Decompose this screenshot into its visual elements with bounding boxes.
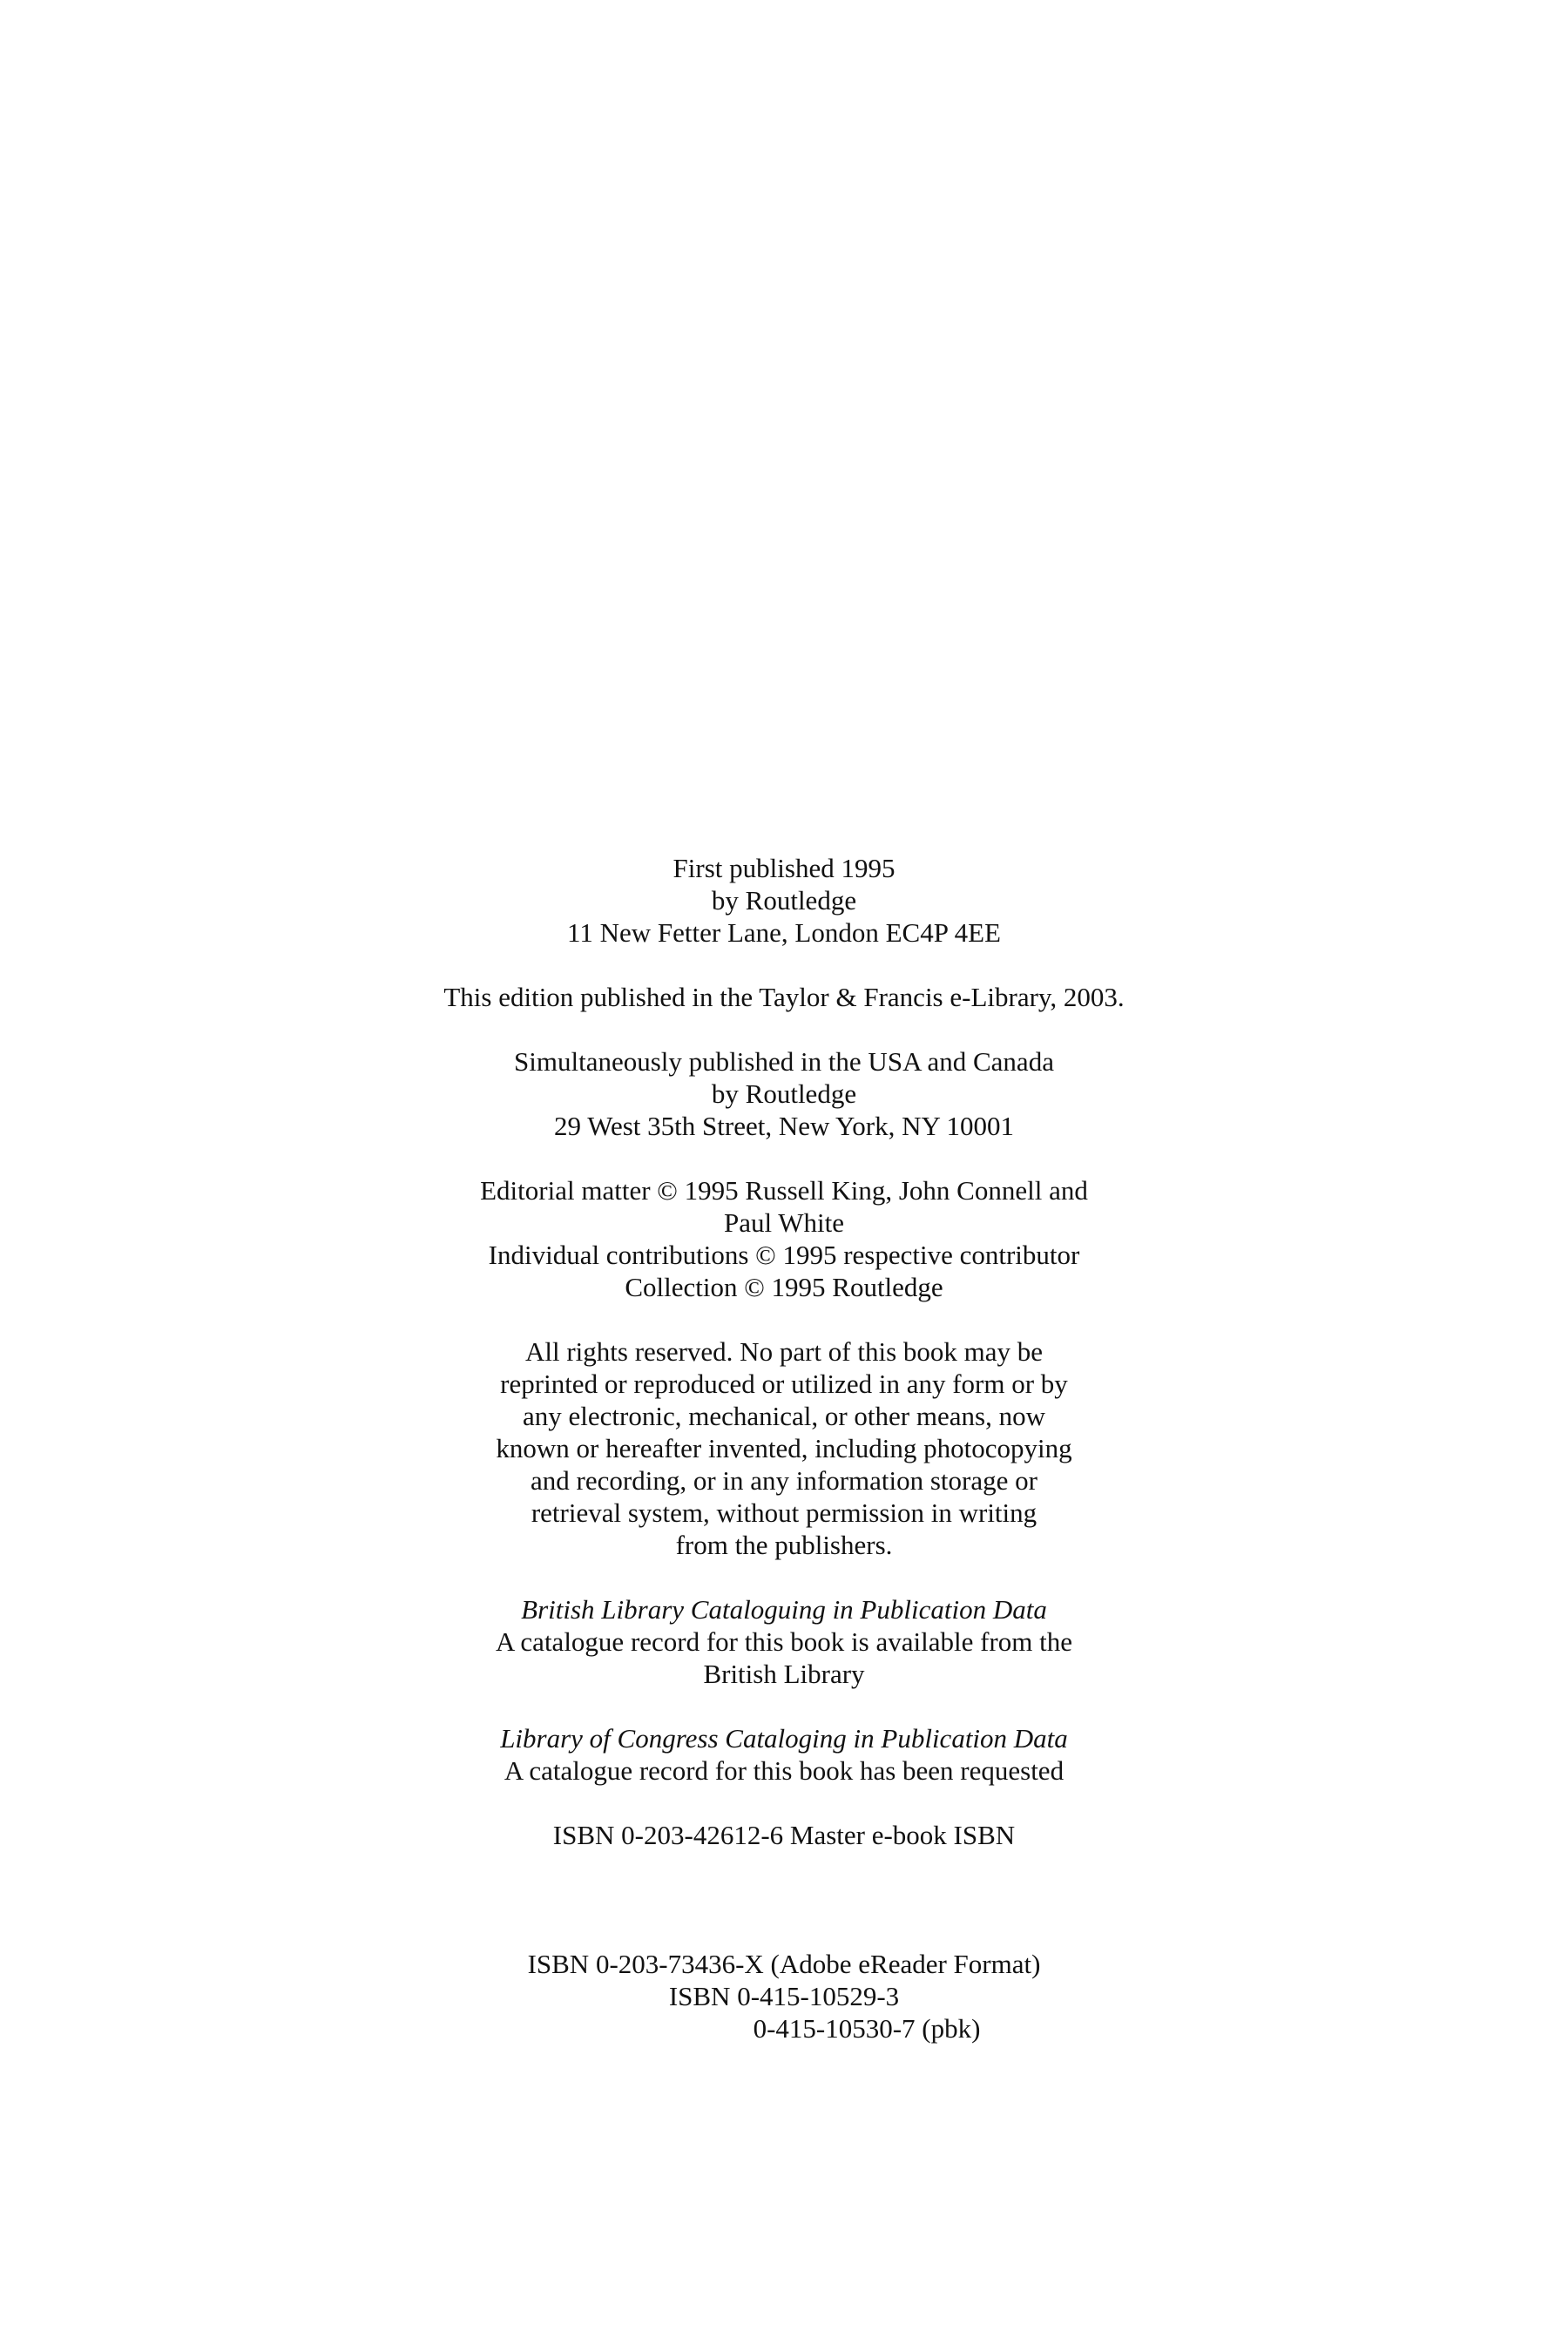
rights-line: reprinted or reproduced or utilized in any form or by	[500, 1369, 1068, 1399]
first-address-line: 11 New Fetter Lane, London EC4P 4EE	[567, 917, 1001, 948]
rights-block	[0, 1335, 1568, 1561]
first-publication-block	[0, 852, 1568, 949]
copyright-line-3: Individual contributions © 1995 respective contributor	[488, 1240, 1080, 1270]
usa-line-2: by Routledge	[711, 1078, 857, 1109]
copyright-line-2: Paul White	[723, 1207, 845, 1238]
isbn-paperback-line: 0-415-10530-7 (pbk)	[753, 2013, 981, 2044]
copyright-block	[0, 1174, 1568, 1303]
british-library-heading: British Library Cataloguing in Publication Data	[521, 1594, 1047, 1625]
rights-line: from the publishers.	[675, 1530, 893, 1560]
usa-publication-block	[0, 1045, 1568, 1142]
usa-line-1: Simultaneously published in the USA and Canada	[514, 1046, 1054, 1077]
ebook-edition-block	[0, 981, 1568, 1013]
imprint-block	[0, 852, 1568, 2077]
copyright-line-4: Collection © 1995 Routledge	[625, 1272, 943, 1302]
rights-line: known or hereafter invented, including photocopying	[496, 1433, 1072, 1463]
rights-line: any electronic, mechanical, or other means, now	[523, 1401, 1045, 1431]
british-library-block	[0, 1593, 1568, 1690]
ebook-edition-line: This edition published in the Taylor & Francis e-Library, 2003.	[443, 982, 1125, 1012]
library-of-congress-line-1: A catalogue record for this book has been requested	[504, 1755, 1064, 1786]
first-publisher-line: by Routledge	[711, 885, 857, 916]
library-of-congress-heading: Library of Congress Cataloging in Publication Data	[500, 1723, 1068, 1754]
rights-line: retrieval system, without permission in writing	[531, 1497, 1037, 1528]
copyright-line-1: Editorial matter © 1995 Russell King, John Connell and	[480, 1175, 1088, 1206]
british-library-line-2: British Library	[703, 1659, 865, 1689]
isbn-hardback-line: ISBN 0-415-10529-3	[668, 1981, 900, 2011]
usa-line-3: 29 West 35th Street, New York, NY 10001	[554, 1111, 1014, 1141]
isbn-adobe-line: ISBN 0-203-73436-X (Adobe eReader Format)	[527, 1949, 1041, 1979]
isbn-master-line: ISBN 0-203-42612-6 Master e-book ISBN	[552, 1820, 1016, 1850]
library-of-congress-block	[0, 1722, 1568, 1787]
first-published-line: First published 1995	[672, 853, 896, 883]
rights-line: All rights reserved. No part of this book may be	[524, 1336, 1044, 1367]
rights-line: and recording, or in any information storage or	[531, 1465, 1037, 1496]
british-library-line-1: A catalogue record for this book is available from the	[496, 1626, 1072, 1657]
isbn-master-block	[0, 1819, 1568, 1851]
isbn-list-block	[0, 1948, 1568, 2044]
